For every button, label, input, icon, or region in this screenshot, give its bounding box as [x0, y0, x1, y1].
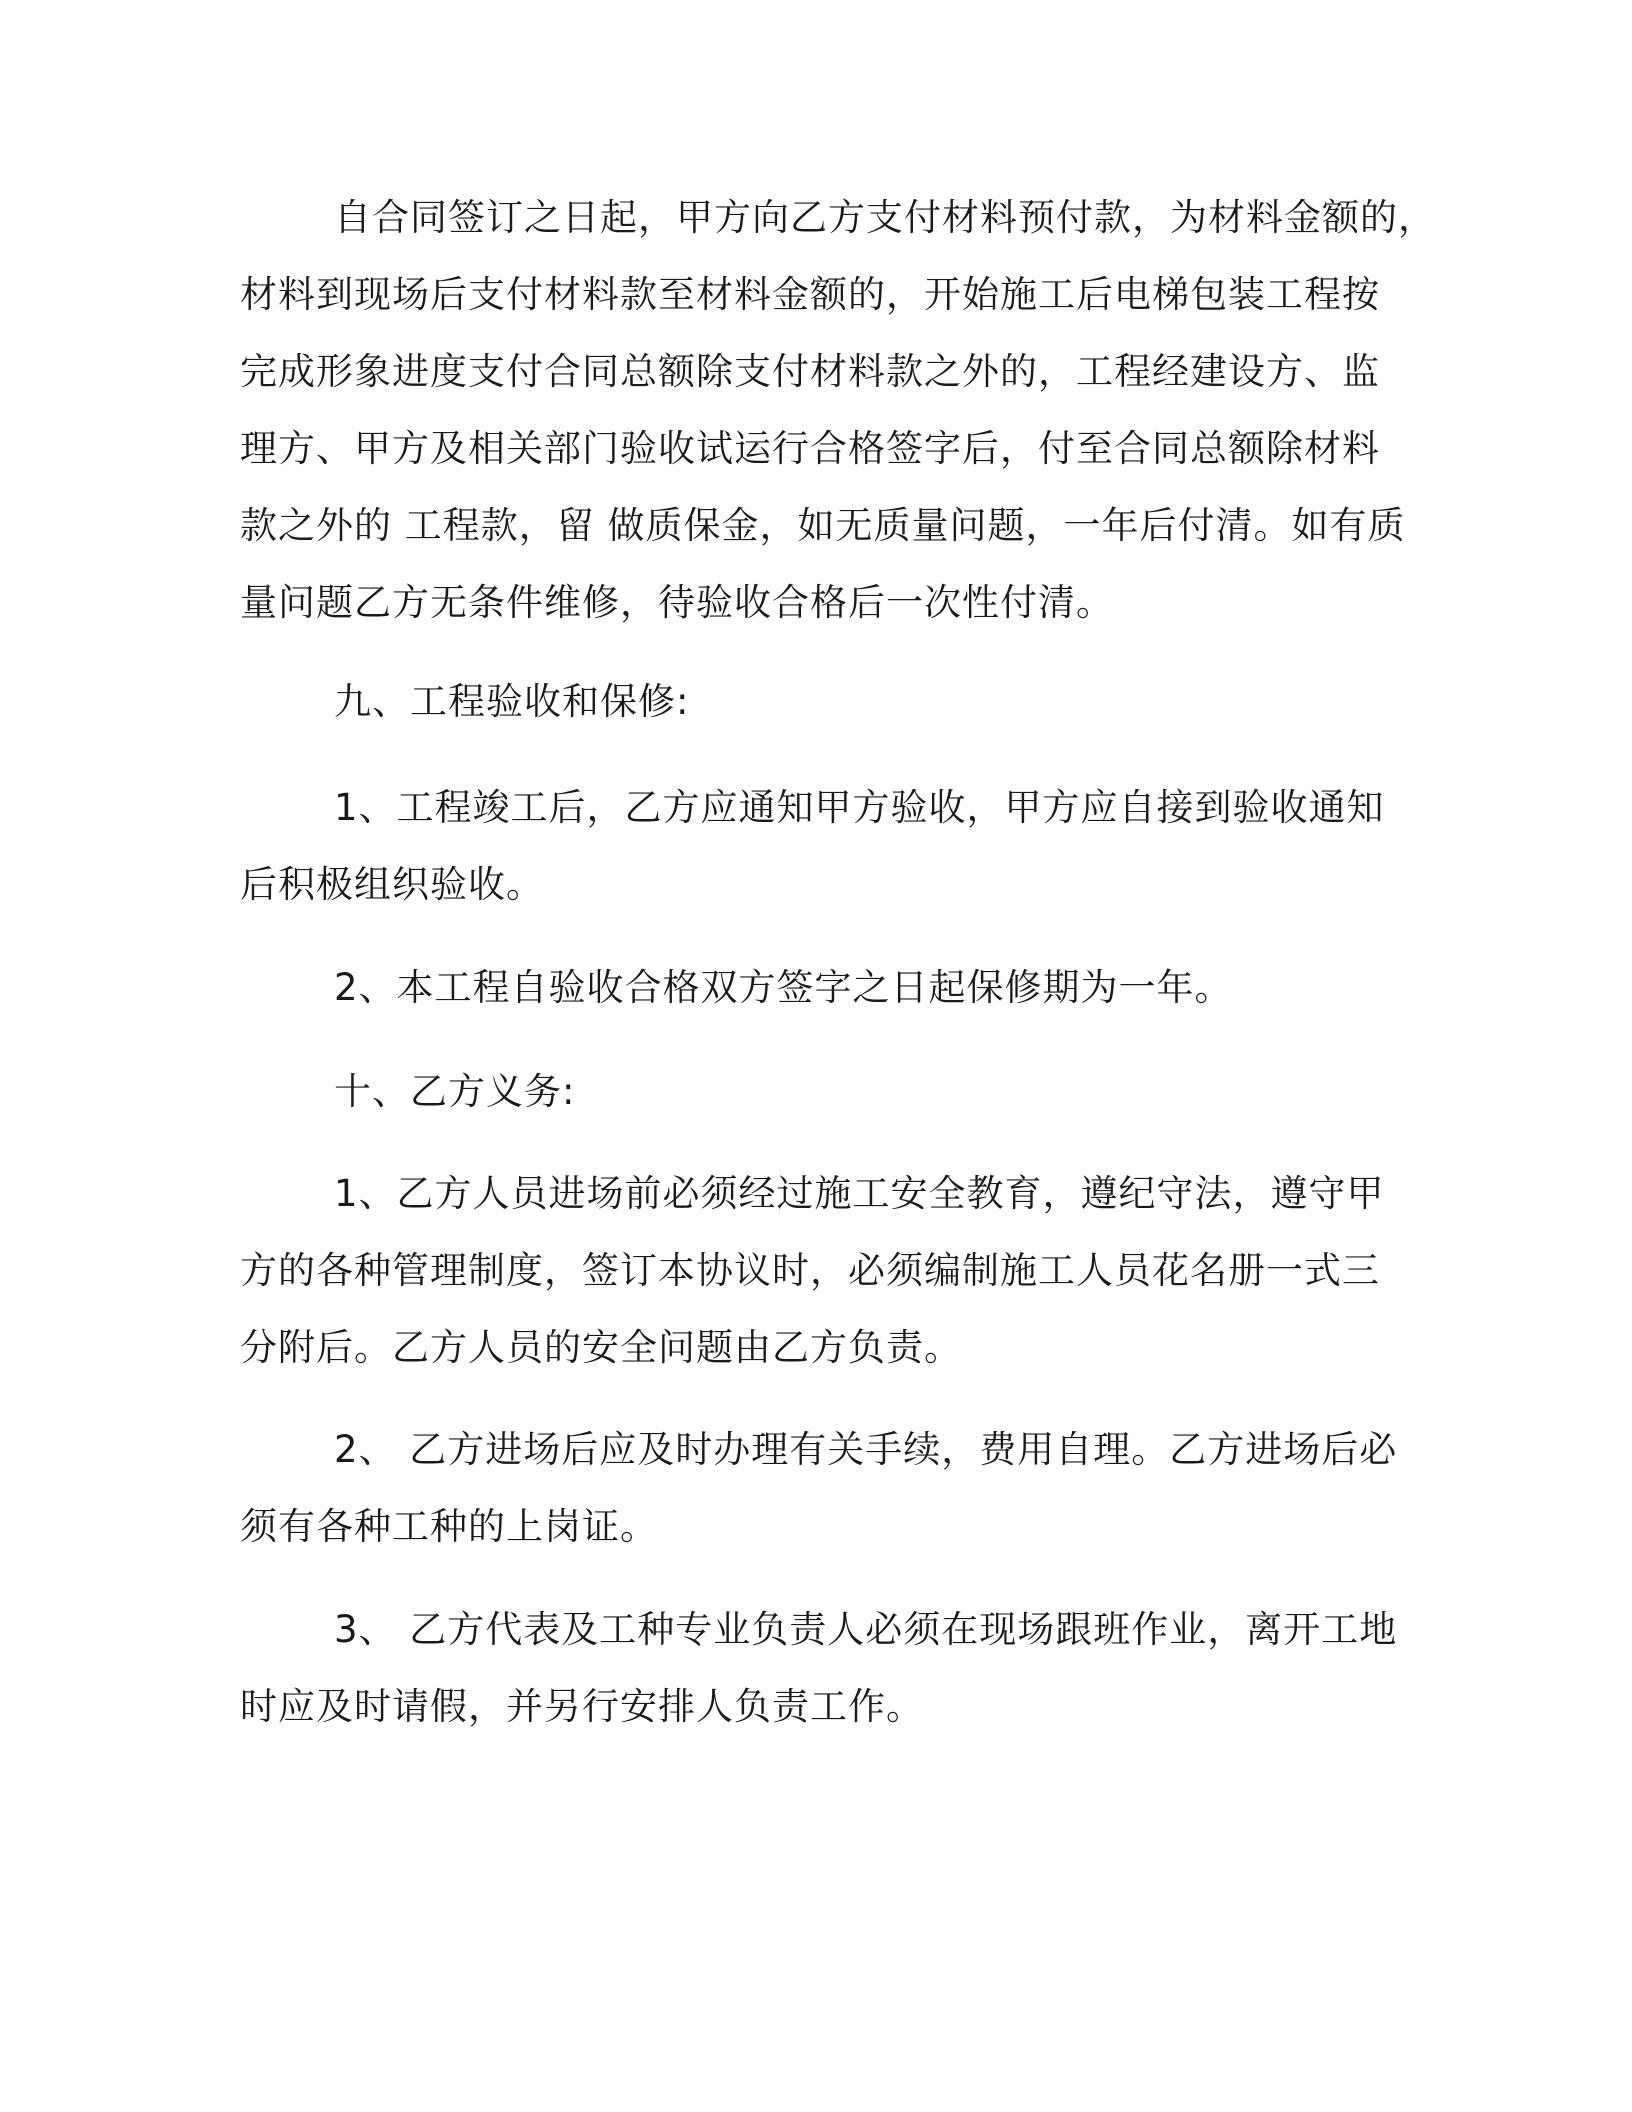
text-line: 2、 乙方进场后应及时办理有关手续，费用自理。乙方进场后必: [334, 1428, 1398, 1471]
text-line: 完成形象进度支付合同总额除支付材料款之外的，工程经建设方、监: [240, 350, 1380, 393]
text-line: 理方、甲方及相关部门验收试运行合格签字后，付至合同总额除材料: [240, 427, 1380, 470]
text-line: 2、本工程自验收合格双方签字之日起保修期为一年。: [334, 966, 1233, 1009]
text-line: 材料到现场后支付材料款至材料金额的，开始施工后电梯包装工程按: [240, 273, 1380, 316]
text-line: 后积极组织验收。: [240, 863, 544, 906]
text-line: 款之外的 工程款，留 做质保金，如无质量问题，一年后付清。如有质: [240, 504, 1406, 547]
text-line: 量问题乙方无条件维修，待验收合格后一次性付清。: [240, 581, 1114, 624]
text-line: 1、乙方人员进场前必须经过施工安全教育，遵纪守法，遵守甲: [334, 1172, 1385, 1215]
section-heading-10: 十、乙方义务:: [334, 1070, 576, 1113]
text-line: 须有各种工种的上岗证。: [240, 1505, 658, 1548]
text-line: 分附后。乙方人员的安全问题由乙方负责。: [240, 1326, 962, 1369]
text-line: 自合同签订之日起，甲方向乙方支付材料预付款，为材料金额的，: [334, 196, 1436, 239]
text-line: 3、 乙方代表及工种专业负责人必须在现场跟班作业，离开工地: [334, 1608, 1398, 1651]
text-line: 时应及时请假，并另行安排人负责工作。: [240, 1685, 924, 1728]
text-line: 方的各种管理制度，签订本协议时，必须编制施工人员花名册一式三: [240, 1249, 1380, 1292]
section-heading-9: 九、工程验收和保修:: [334, 680, 690, 723]
text-line: 1、工程竣工后，乙方应通知甲方验收，甲方应自接到验收通知: [334, 786, 1385, 829]
